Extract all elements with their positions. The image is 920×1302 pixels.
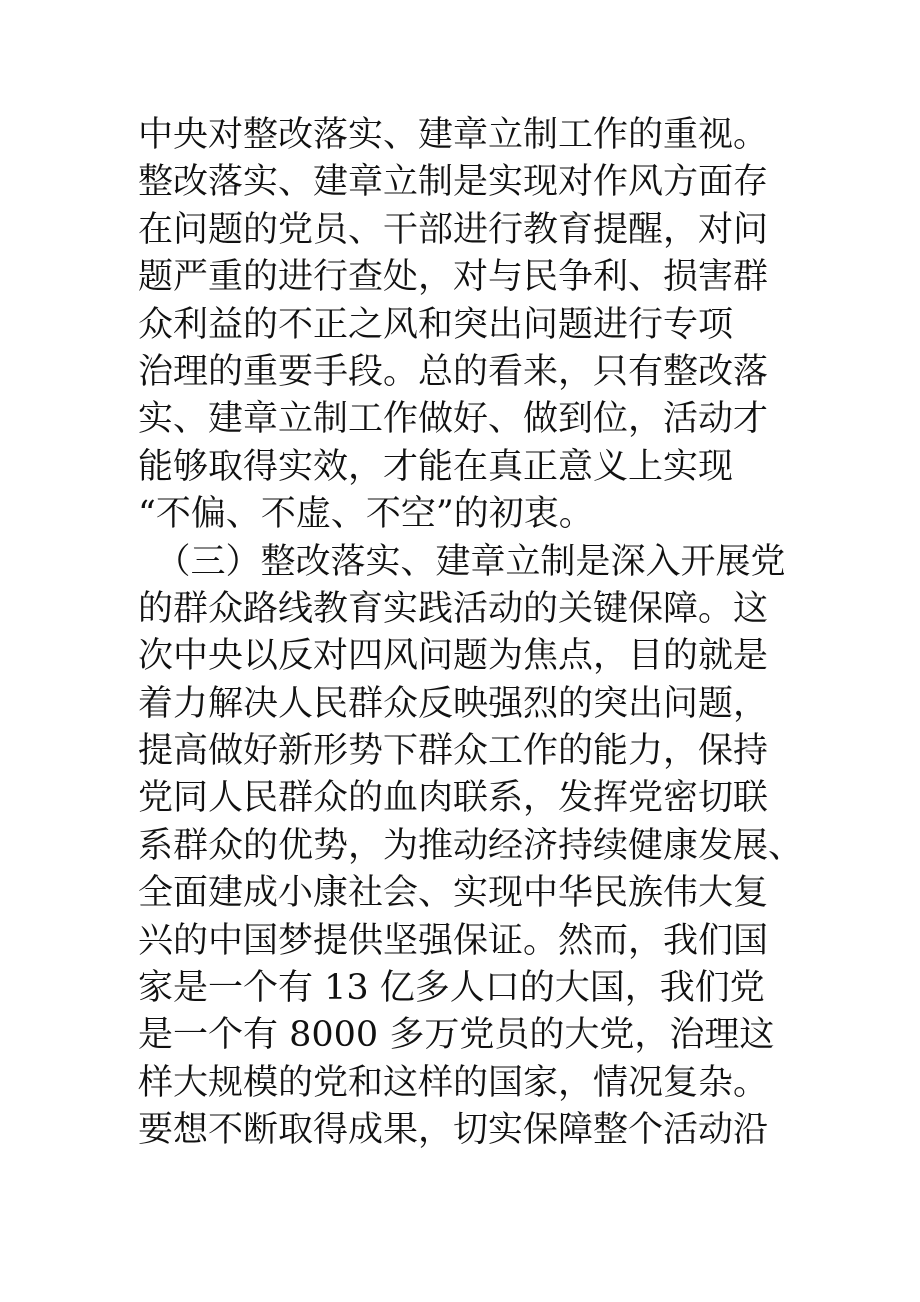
- text-line: 全面建成小康社会、实现中华民族伟大复: [138, 873, 769, 914]
- text-line: 样大规模的党和这样的国家，情况复杂。: [138, 1062, 769, 1103]
- text-line: 着力解决人民群众反映强烈的突出问题，: [138, 683, 769, 724]
- text-line: 提高做好新形势下群众工作的能力，保持: [138, 731, 769, 772]
- text-line: 党同人民群众的血肉联系，发挥党密切联: [138, 778, 769, 819]
- text-line: 众利益的不正之风和突出问题进行专项: [138, 304, 734, 345]
- text-line: 系群众的优势，为推动经济持续健康发展、: [138, 825, 804, 866]
- text-line: 题严重的进行查处，对与民争利、损害群: [138, 257, 769, 298]
- text-line: 整改落实、建章立制是实现对作风方面存: [138, 162, 769, 203]
- text-line: 实、建章立制工作做好、做到位，活动才: [138, 399, 769, 440]
- text-line: 是一个有 8000 多万党员的大党，治理这: [138, 1015, 775, 1056]
- text-line: 在问题的党员、干部进行教育提醒，对问: [138, 209, 769, 250]
- text-line: 兴的中国梦提供坚强保证。然而，我们国: [138, 920, 769, 961]
- text-line: 家是一个有 13 亿多人口的大国，我们党: [138, 968, 765, 1009]
- body-text: [138, 112, 804, 1155]
- text-line: 次中央以反对四风问题为焦点，目的就是: [138, 636, 769, 677]
- text-line: 要想不断取得成果，切实保障整个活动沿: [138, 1110, 769, 1151]
- text-line: 治理的重要手段。总的看来，只有整改落: [138, 351, 769, 392]
- text-line: 的群众路线教育实践活动的关键保障。这: [138, 588, 769, 629]
- text-line: 中央对整改落实、建章立制工作的重视。: [138, 115, 769, 155]
- text-line: “不偏、不虚、不空”的初衷。: [138, 494, 594, 535]
- text-line: 能够取得实效，才能在真正意义上实现: [138, 446, 734, 487]
- text-line: （三）整改落实、建章立制是深入开展党: [138, 541, 786, 582]
